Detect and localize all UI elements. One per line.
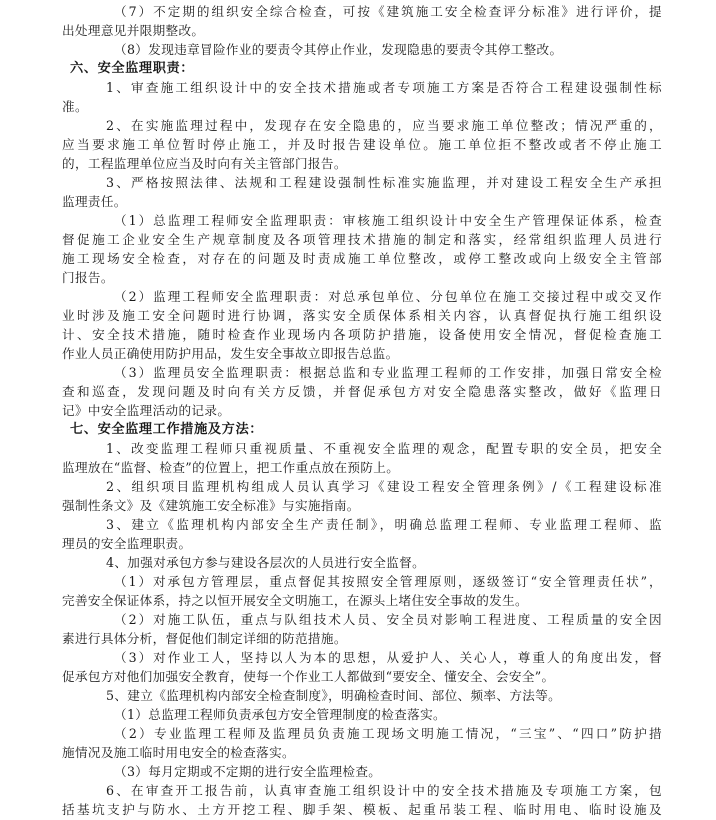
text-line: 记》中安全监理活动的记录。: [62, 403, 231, 418]
text-line: （7）不定期的组织安全综合检查，可按《建筑施工安全检查评分标准》进行评价，提: [114, 4, 662, 19]
text-line: 施工现场安全检查，对存在的问题及时责成施工单位整改，或停工整改或向上级安全主管部: [62, 251, 662, 266]
section-heading: 七、安全监理工作措施及方法：: [70, 422, 264, 437]
text-line: 3、严格按照法律、法规和工程建设强制性标准实施监理，并对建设工程安全生产承担: [106, 175, 662, 190]
text-line: （2）对施工队伍，重点与队组技术人员、安全员对影响工程进度、工程质量的安全因: [114, 612, 662, 627]
text-line: 强制性条文》及《建筑施工安全标准》与实施指南。: [62, 498, 360, 513]
text-line: 业时涉及施工安全问题时进行协调，落实安全质保体系相关内容，认真督促执行施工组织设: [62, 308, 662, 323]
text-line: 5、建立《监理机构内部安全检查制度》，明确检查时间、部位、频率、方法等。: [106, 688, 562, 703]
text-line: 4、加强对承包方参与建设各层次的人员进行安全监督。: [106, 555, 426, 570]
text-line: 准。: [62, 99, 88, 114]
text-line: 2、在实施监理过程中，发现存在安全隐患的，应当要求施工单位整改；情况严重的，: [106, 118, 662, 133]
text-line: 督促施工企业安全生产规章制度及各项管理技术措施的制定和落实，经常组织监理人员进行: [62, 232, 662, 247]
text-line: 应当要求施工单位暂时停止施工，并及时报告建设单位。施工单位拒不整改或者不停止施工: [62, 137, 662, 152]
text-line: 监理放在“监督、检查”的位置上，把工作重点放在预防上。: [62, 460, 400, 475]
text-line: 查和巡查，发现问题及时向有关方反馈，并督促承包方对安全隐患落实整改，做好《监理日: [62, 384, 662, 399]
text-line: 括基坑支护与防水、土方开挖工程、脚手架、模板、起重吊装工程、临时用电、临时设施及: [62, 802, 662, 817]
text-line: （2）专业监理工程师及监理员负责施工现场文明施工情况，“三宝”、“四口”防护措: [114, 726, 662, 741]
text-line: 促承包方对他们加强安全教育，使每一个作业工人都做到“要安全、懂安全、会安全”。: [62, 669, 555, 684]
text-line: （3）对作业工人，坚持以人为本的思想，从爱护人、关心人，尊重人的角度出发，督: [114, 650, 662, 665]
text-line: 门报告。: [62, 270, 114, 285]
text-line: （1）对承包方管理层，重点督促其按照安全管理原则，逐级签订“安全管理责任状”，: [114, 574, 662, 589]
text-line: （1）总监理工程师负责承包方安全管理制度的检查落实。: [114, 707, 446, 722]
text-line: 3、建立《监理机构内部安全生产责任制》，明确总监理工程师、专业监理工程师、监: [106, 517, 662, 532]
text-line: 6、在审查开工报告前，认真审查施工组织设计中的安全技术措施及专项施工方案，包: [106, 783, 662, 798]
text-line: 完善安全保证体系，持之以恒开展安全文明施工，在源头上堵住安全事故的发生。: [62, 593, 528, 608]
section-heading: 六、安全监理职责：: [70, 61, 195, 76]
text-line: 计、安全技术措施，随时检查作业现场内各项防护措施，设备使用安全情况，督促检查施工: [62, 327, 662, 342]
text-line: 1、改变监理工程师只重视质量、不重视安全监理的观念，配置专职的安全员，把安全: [106, 441, 662, 456]
text-line: 监理责任。: [62, 194, 127, 209]
text-line: （8）发现违章冒险作业的要责令其停止作业，发现隐患的要责令其停工整改。: [114, 42, 563, 57]
text-line: 素进行具体分析，督促他们制定详细的防范措施。: [62, 631, 347, 646]
text-line: 出处理意见并限期整改。: [62, 23, 205, 38]
text-line: 的，工程监理单位应当及时向有关主管部门报告。: [62, 156, 347, 171]
text-line: 理员的安全监理职责。: [62, 536, 192, 551]
text-line: 作业人员正确使用防护用品，发生安全事故立即报告总监。: [62, 346, 399, 361]
text-line: 施情况及施工临时用电安全的检查落实。: [62, 745, 295, 760]
text-line: （2）监理工程师安全监理职责：对总承包单位、分包单位在施工交接过程中或交叉作: [114, 289, 662, 304]
text-line: 1、审查施工组织设计中的安全技术措施或者专项施工方案是否符合工程建设强制性标: [106, 80, 662, 95]
text-line: （3）监理员安全监理职责：根据总监和专业监理工程师的工作安排，加强日常安全检: [114, 365, 662, 380]
text-line: （1）总监理工程师安全监理职责：审核施工组织设计中安全生产管理保证体系，检查: [114, 213, 662, 228]
text-line: 2、组织项目监理机构组成人员认真学习《建设工程安全管理条例》/《工程建设标准: [106, 479, 662, 494]
text-line: （3）每月定期或不定期的进行安全监理检查。: [114, 764, 382, 779]
